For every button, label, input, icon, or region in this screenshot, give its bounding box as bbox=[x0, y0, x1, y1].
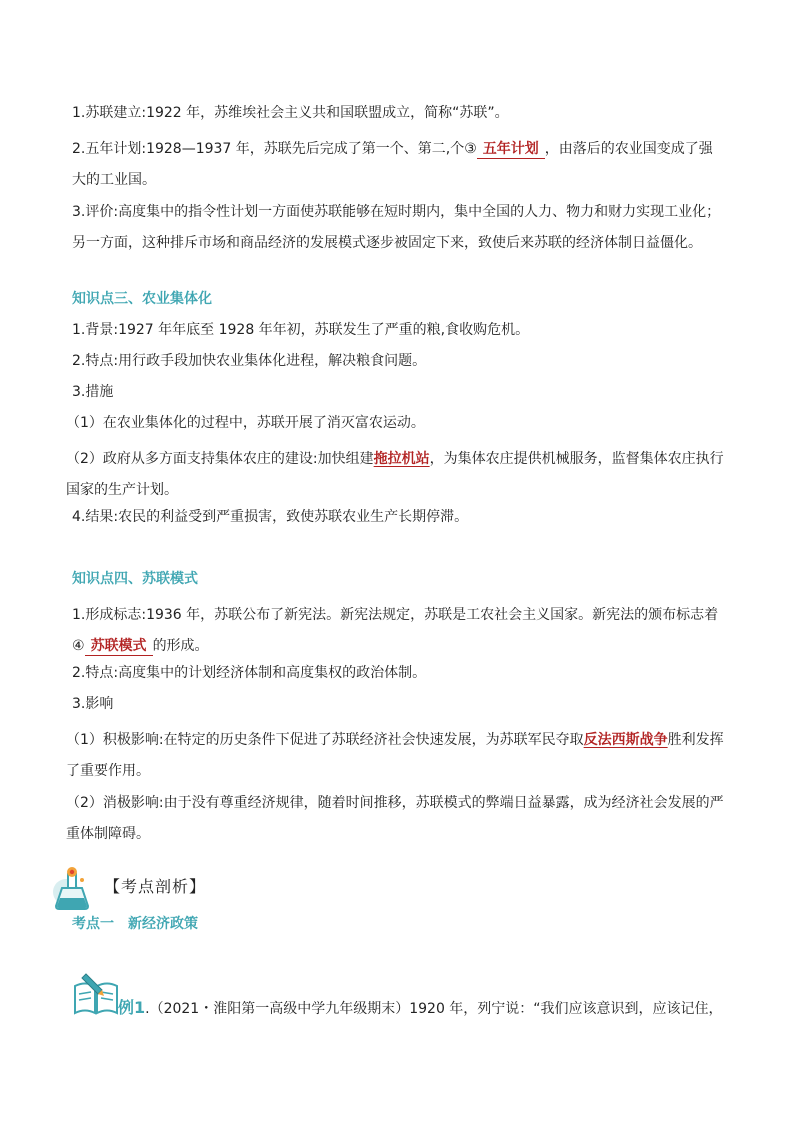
item-measures: 3.措施 bbox=[72, 384, 114, 400]
fill-blank-4 bbox=[85, 637, 153, 656]
item-ussr-founding: 1.苏联建立:1922 年，苏维埃社会主义共和国联盟成立，简称“苏联”。 bbox=[72, 105, 509, 121]
keyword-tractor-station: 拖拉机站 bbox=[373, 451, 430, 467]
positive-text-before: （1）积极影响:在特定的历史条件下促进了苏联经济社会快速发展，为苏联军民夺取 bbox=[66, 732, 584, 748]
answer-five-year-plan: 五年计划 bbox=[482, 141, 539, 157]
keyword-anti-fascist-war: 反法西斯战争 bbox=[583, 732, 668, 748]
fill-blank-3 bbox=[477, 140, 545, 159]
positive-text-after: 胜利发挥了重要作用。 bbox=[66, 732, 724, 779]
answer-soviet-model: 苏联模式 bbox=[90, 638, 147, 654]
item-measures-sub1: （1）在农业集体化的过程中，苏联开展了消灭富农运动。 bbox=[66, 415, 425, 431]
example-text: .（2021・淮阳第一高级中学九年级期末）1920 年，列宁说：“我们应该意识到，应该记住， bbox=[145, 1001, 723, 1017]
item-measures-sub2 bbox=[66, 444, 724, 506]
item-background: 1.背景:1927 年年底至 1928 年年初，苏联发生了严重的粮,食收购危机。 bbox=[72, 322, 530, 338]
item-positive-influence bbox=[66, 725, 724, 787]
section-heading-collectivization: 知识点三、农业集体化 bbox=[72, 291, 212, 307]
formation-text-before: 1.形成标志:1936 年，苏联公布了新宪法。新宪法规定，苏联是工农社会主义国家。新宪法的颁布标志着④ bbox=[72, 607, 719, 654]
item-negative-influence: （2）消极影响:由于没有尊重经济规律，随着时间推移，苏联模式的弊端日益暴露，成为经济社会发展的严重体制障碍。 bbox=[66, 795, 724, 842]
section-heading-soviet-model: 知识点四、苏联模式 bbox=[72, 571, 198, 587]
five-year-plan-text-before: 2.五年计划:1928—1937 年，苏联先后完成了第一个、第二,个③ bbox=[72, 141, 477, 157]
measures-sub2-text-before: （2）政府从多方面支持集体农庄的建设:加快组建 bbox=[66, 451, 374, 467]
exam-point-1: 考点一 新经济政策 bbox=[72, 916, 198, 932]
book-pencil-icon bbox=[72, 972, 120, 1016]
item-five-year-plan bbox=[72, 134, 724, 196]
item-result: 4.结果:农民的利益受到严重损害，致使苏联农业生产长期停滞。 bbox=[72, 509, 469, 525]
five-year-plan-text-after: ，由落后的农业国变成了强大的工业国。 bbox=[72, 141, 713, 188]
formation-text-after: 的形成。 bbox=[152, 638, 209, 654]
flask-icon bbox=[48, 866, 96, 914]
example-label: 例1 bbox=[118, 998, 146, 1017]
measures-sub2-text-after: ，为集体农庄提供机械服务，监督集体农庄执行国家的生产计划。 bbox=[66, 451, 724, 498]
item-formation-mark bbox=[72, 600, 724, 662]
item-evaluation: 3.评价:高度集中的指令性计划一方面使苏联能够在短时期内，集中全国的人力、物力和财力实现工业化；另一方面，这种排斥市场和商品经济的发展模式逐步被固定下来，致使后来苏联的经济体制日益僵化。 bbox=[72, 204, 721, 251]
item-features: 2.特点:用行政手段加快农业集体化进程，解决粮食问题。 bbox=[72, 353, 427, 369]
item-model-features: 2.特点:高度集中的计划经济体制和高度集权的政治体制。 bbox=[72, 665, 427, 681]
item-influence: 3.影响 bbox=[72, 696, 114, 712]
example-1 bbox=[118, 998, 723, 1019]
exam-analysis-title: 【考点剖析】 bbox=[104, 877, 207, 896]
